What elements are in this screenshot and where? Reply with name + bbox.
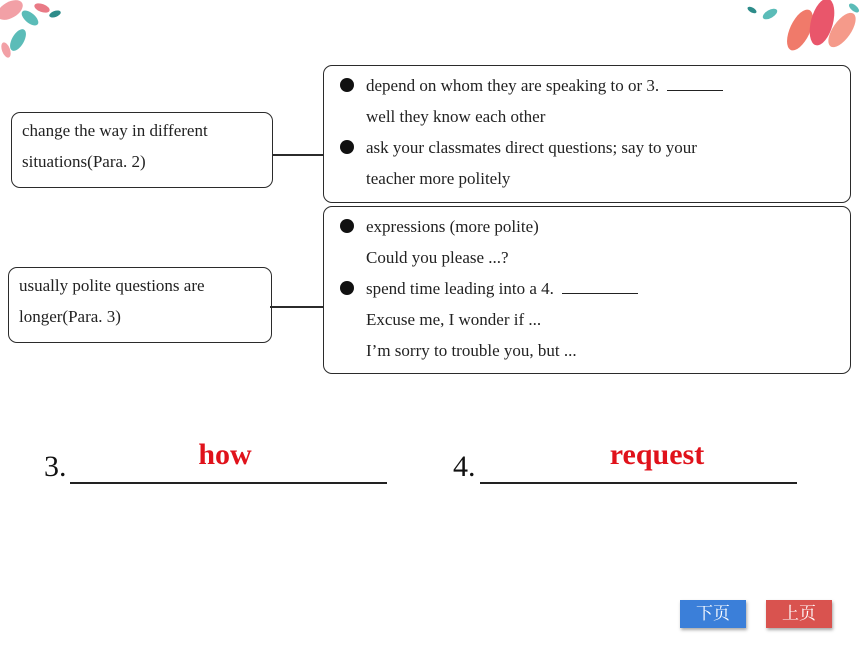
situations-line-2: situations(Para. 2) (22, 152, 146, 171)
situations-line-1: change the way in different (22, 121, 208, 140)
previous-page-button[interactable]: 上页 (766, 600, 832, 628)
answer-3-line (70, 482, 387, 484)
longer-line-2: longer(Para. 3) (19, 307, 121, 326)
detail-line: Could you please ...? (366, 248, 509, 267)
situations-detail-box (323, 65, 851, 203)
bullet-icon (340, 219, 354, 233)
detail-line: Excuse me, I wonder if ... (366, 310, 542, 329)
detail-text: spend time leading into a 4. (366, 273, 638, 304)
bullet-icon (340, 140, 354, 154)
answer-3-number: 3. (44, 450, 67, 483)
connector-2 (270, 306, 324, 308)
longer-line-1: usually polite questions are (19, 276, 205, 295)
leaf-decoration-left (0, 0, 80, 62)
next-page-button[interactable]: 下页 (680, 600, 746, 628)
situations-box (11, 112, 273, 188)
bullet-item (336, 70, 838, 101)
detail-text: depend on whom they are speaking to or 3. (366, 70, 723, 101)
bullet-item (336, 273, 838, 304)
bullet-item (336, 211, 838, 242)
answer-4-line (480, 482, 797, 484)
blank-4 (562, 275, 638, 294)
detail-text: ask your classmates direct questions; say to your (366, 138, 697, 157)
bullet-item (336, 132, 838, 163)
detail-text: expressions (more polite) (366, 217, 539, 236)
connector-1 (272, 154, 324, 156)
leaf-decoration-right (730, 0, 860, 62)
bullet-icon (340, 78, 354, 92)
bullet-icon (340, 281, 354, 295)
blank-3 (667, 72, 723, 91)
answer-4-text: request (609, 438, 705, 471)
detail-line: well they know each other (366, 107, 546, 126)
longer-questions-box (8, 267, 272, 343)
longer-detail-box (323, 206, 851, 374)
answer-4-number: 4. (453, 450, 476, 483)
detail-line: I’m sorry to trouble you, but ... (366, 341, 577, 360)
detail-line: teacher more politely (366, 169, 511, 188)
answer-3-text: how (198, 438, 252, 471)
